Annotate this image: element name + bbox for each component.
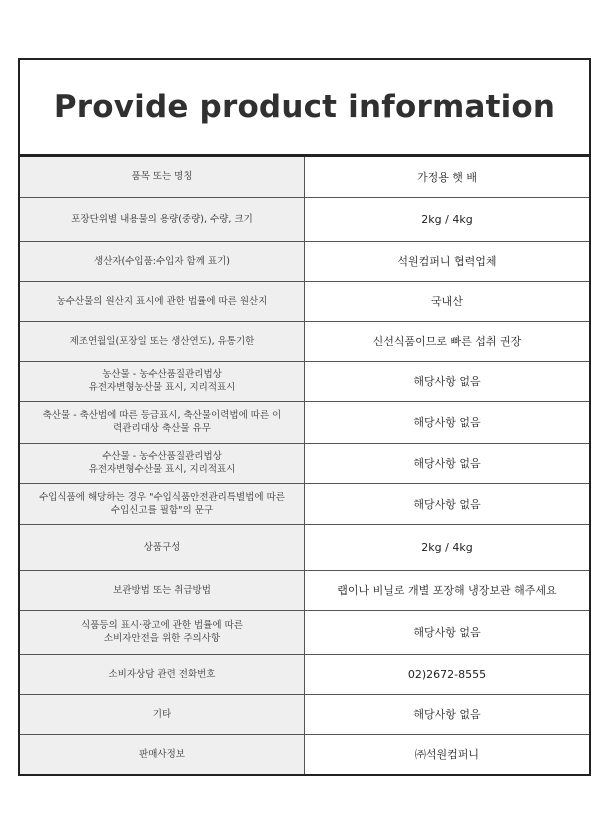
table-row [20, 443, 589, 483]
row-label [20, 483, 305, 524]
row-label-line: 유전자변형농산물 표시, 지리적표시 [88, 382, 236, 393]
table-row [20, 610, 589, 654]
row-value: 랩이나 비닐로 개별 포장해 냉장보관 해주세요 [305, 570, 590, 610]
row-label-line: 제조연월일(포장일 또는 생산연도), 유통기한 [69, 335, 255, 347]
row-label [20, 401, 305, 443]
row-value: 가정용 햇 배 [305, 157, 590, 197]
row-label [20, 694, 305, 734]
row-label [20, 524, 305, 570]
row-value: 2kg / 4kg [305, 524, 590, 570]
table-row [20, 570, 589, 610]
table-row [20, 361, 589, 401]
row-label [20, 361, 305, 401]
row-label [20, 443, 305, 483]
row-label-line: 수입신고를 필함"의 문구 [110, 504, 214, 516]
title-box [20, 60, 589, 157]
row-label-line: 축산물 - 축산법에 따른 등급표시, 축산물이력법에 따른 이 [42, 410, 282, 421]
table-row [20, 241, 589, 281]
row-value: 해당사항 없음 [305, 694, 590, 734]
row-label [20, 610, 305, 654]
row-label-line: 수산물 - 농수산품질관리법상 [102, 451, 222, 462]
row-value: 02)2672-8555 [305, 654, 590, 694]
row-label [20, 734, 305, 774]
page-title: Provide product information [53, 89, 556, 125]
row-label [20, 157, 305, 197]
row-label-line: 농수산물의 원산지 표시에 관한 법률에 따른 원산지 [56, 295, 268, 307]
table-row [20, 401, 589, 443]
row-value: 국내산 [305, 281, 590, 321]
row-value: 해당사항 없음 [305, 610, 590, 654]
row-value: 신선식품이므로 빠른 섭취 권장 [305, 321, 590, 361]
row-label-line: 소비자안전을 위한 주의사항 [103, 633, 221, 644]
row-label-line: 농산물 - 농수산품질관리법상 [102, 369, 222, 380]
row-label-line: 포장단위별 내용물의 용량(중량), 수량, 크기 [71, 213, 253, 225]
row-label [20, 321, 305, 361]
row-label [20, 654, 305, 694]
row-value: 해당사항 없음 [305, 361, 590, 401]
table-row [20, 483, 589, 524]
product-info-sheet [18, 58, 591, 776]
table-row [20, 321, 589, 361]
row-value: 해당사항 없음 [305, 401, 590, 443]
row-label [20, 281, 305, 321]
row-value: 2kg / 4kg [305, 197, 590, 241]
row-label-line: 보관방법 또는 취급방법 [113, 584, 211, 596]
table-row [20, 197, 589, 241]
row-label [20, 570, 305, 610]
row-value: 석원컴퍼니 협력업체 [305, 241, 590, 281]
table-row [20, 524, 589, 570]
row-label-line: 식품등의 표시·광고에 관한 법률에 따른 [81, 620, 243, 631]
table-row [20, 654, 589, 694]
row-label [20, 241, 305, 281]
row-label-line: 상품구성 [143, 541, 181, 553]
table-row [20, 281, 589, 321]
row-value: 해당사항 없음 [305, 483, 590, 524]
row-value: ㈜석원컴퍼니 [305, 734, 590, 774]
row-label-line: 판매사정보 [139, 748, 185, 760]
row-label-line: 수입식품에 해당하는 경우 "수입식품안전관리특별법에 따른 [39, 491, 285, 503]
product-info-table [20, 157, 589, 774]
row-label-line: 력관리대상 축산물 유무 [113, 423, 211, 434]
table-row [20, 734, 589, 774]
row-label-line: 기타 [152, 708, 172, 720]
row-label-line: 생산자(수입품:수입자 함께 표기) [94, 255, 230, 267]
row-label-line: 유전자변형수산물 표시, 지리적표시 [88, 464, 236, 475]
table-row [20, 157, 589, 197]
table-row [20, 694, 589, 734]
row-label [20, 197, 305, 241]
row-label-line: 품목 또는 명칭 [131, 171, 193, 183]
row-label-line: 소비자상담 관련 전화번호 [108, 668, 216, 680]
row-value: 해당사항 없음 [305, 443, 590, 483]
